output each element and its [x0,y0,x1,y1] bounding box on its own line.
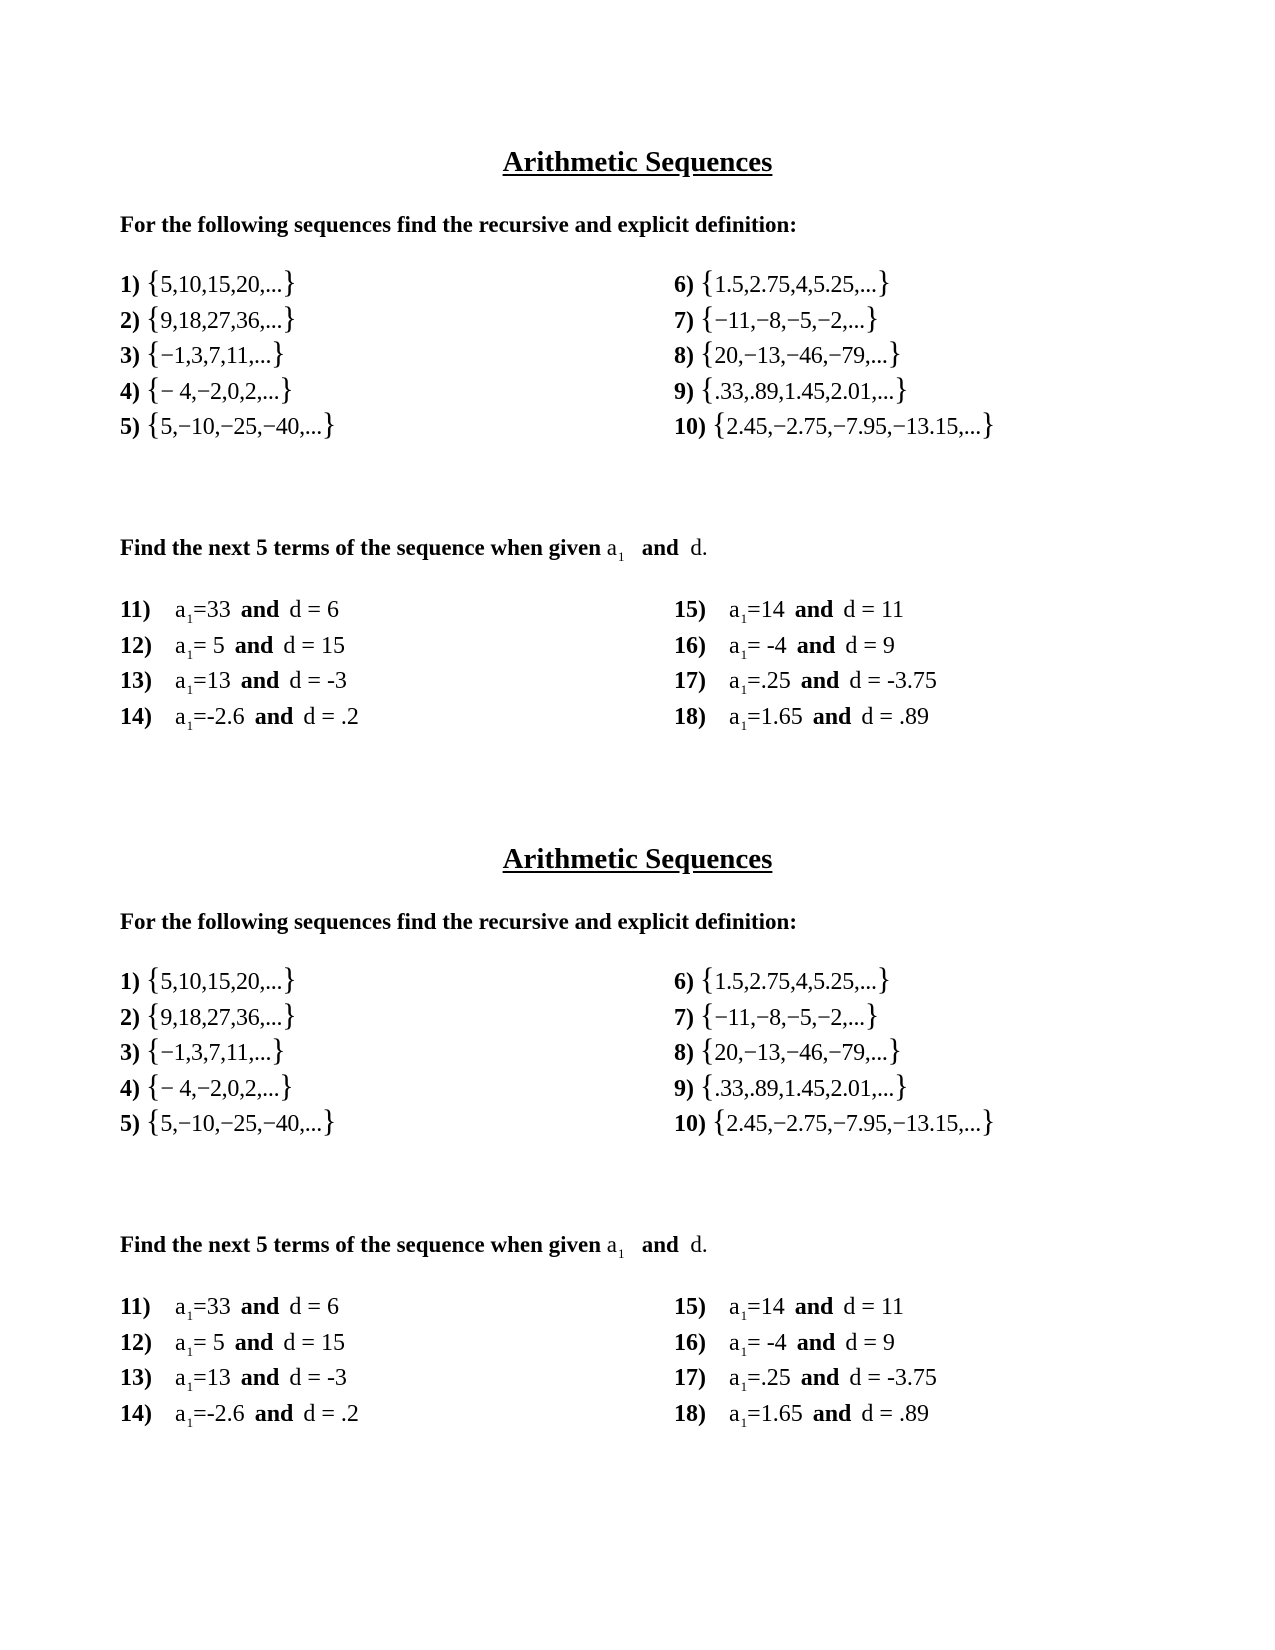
sequence-text: 20,−13,−46,−79,... [714,343,888,369]
problem-item: 15) $a_1=14$ and d = 11 [674,1294,905,1323]
problem-number: 2) [120,307,140,334]
problem-item: 12) $a_1= 5$ and d = 15 [120,1329,345,1359]
worksheet [0,697,1275,1430]
problem-number: 18) [674,1400,706,1427]
problem-item: 11) $a_1=33$ and d = 6 [120,1294,339,1323]
sequence-list-left [120,265,337,446]
sequence-text: 5,10,15,20,... [160,272,283,298]
sequence-text: 2.45,−2.75,−7.95,−13.15,... [726,1111,981,1137]
problem-item: 7) {−11,−8,−5,−2,...} [674,300,880,336]
problem-number: 8) [674,1040,694,1066]
problem-number: 1) [120,272,140,298]
problem-number: 17) [674,1365,706,1391]
worksheet [0,0,1275,733]
problem-number: 13) [120,1365,152,1391]
problem-item: 17) $a_1=.25$ and d = -3.75 [674,1365,937,1394]
instruction-next-terms: Find the next 5 terms of the sequence when given $a_1$ and d. [120,1232,708,1261]
problem-item: 15) $a_1=14$ and d = 11 [674,597,905,626]
instruction-definitions: For the following sequences find the recursive and explicit definition: [120,212,797,237]
terms-list-left [120,1292,359,1434]
sequence-text: 2.45,−2.75,−7.95,−13.15,... [726,414,981,440]
problem-item: 8) {20,−13,−46,−79,...} [674,336,903,371]
problem-item: 10) {2.45,−2.75,−7.95,−13.15,...} [674,407,996,442]
problem-item: 17) $a_1=.25$ and d = -3.75 [674,668,937,697]
problem-number: 2) [120,1004,140,1031]
instruction-next-terms: Find the next 5 terms of the sequence when given $a_1$ and d. [120,535,708,564]
sequence-text: − 4,−2,0,2,... [160,378,280,405]
sequence-text: 5,−10,−25,−40,... [160,414,322,440]
problem-number: 7) [674,307,694,334]
problem-number: 11) [120,597,151,623]
problem-item: 11) $a_1=33$ and d = 6 [120,597,339,626]
problem-item: 10) {2.45,−2.75,−7.95,−13.15,...} [674,1104,996,1139]
sequence-text: 5,−10,−25,−40,... [160,1111,322,1137]
sequence-text: 5,10,15,20,... [160,969,283,995]
problem-item: 16) $a_1= -4$ and d = 9 [674,1329,895,1359]
problem-item: 2) {9,18,27,36,...} [120,300,297,336]
problem-item: 18) $a_1=1.65$ and d = .89 [674,1400,929,1430]
sequence-list-right [674,265,996,446]
problem-number: 10) [674,1111,706,1137]
sequence-text: 9,18,27,36,... [160,307,283,334]
problem-item: 9) {.33,.89,1.45,2.01,...} [674,371,909,407]
problem-number: 5) [120,1111,140,1137]
problem-item: 9) {.33,.89,1.45,2.01,...} [674,1068,909,1104]
problem-item: 6) {1.5,2.75,4,5.25,...} [674,962,892,997]
problem-number: 14) [120,703,152,730]
problem-item: 5) {5,−10,−25,−40,...} [120,1104,337,1139]
problem-number: 15) [674,1294,706,1320]
problem-item: 1) {5,10,15,20,...} [120,962,297,997]
problem-item: 13) $a_1=13$ and d = -3 [120,668,347,697]
problem-item: 5) {5,−10,−25,−40,...} [120,407,337,442]
problem-number: 6) [674,969,694,995]
problem-number: 16) [674,632,706,659]
problem-item: 3) {−1,3,7,11,...} [120,1033,286,1068]
problem-number: 12) [120,632,152,659]
problem-number: 9) [674,1075,694,1102]
problem-number: 11) [120,1294,151,1320]
problem-number: 4) [120,378,140,405]
sequence-text: −1,3,7,11,... [160,343,272,369]
problem-number: 13) [120,668,152,694]
problem-item: 3) {−1,3,7,11,...} [120,336,286,371]
problem-item: 7) {−11,−8,−5,−2,...} [674,997,880,1033]
instruction-definitions: For the following sequences find the recursive and explicit definition: [120,909,797,934]
problem-number: 3) [120,1040,140,1066]
problem-number: 3) [120,343,140,369]
problem-number: 17) [674,668,706,694]
problem-item: 6) {1.5,2.75,4,5.25,...} [674,265,892,300]
problem-number: 18) [674,703,706,730]
problem-number: 9) [674,378,694,405]
problem-number: 14) [120,1400,152,1427]
sequence-text: −1,3,7,11,... [160,1040,272,1066]
problem-item: 4) {− 4,−2,0,2,...} [120,371,294,407]
problem-number: 1) [120,969,140,995]
sequence-text: −11,−8,−5,−2,... [714,307,865,334]
problem-number: 4) [120,1075,140,1102]
problem-number: 5) [120,414,140,440]
problem-number: 8) [674,343,694,369]
problem-item: 14) $a_1=-2.6$ and d = .2 [120,1400,359,1430]
problem-item: 18) $a_1=1.65$ and d = .89 [674,703,929,733]
problem-item: 16) $a_1= -4$ and d = 9 [674,632,895,662]
problem-number: 16) [674,1329,706,1356]
sequence-list-left [120,962,337,1143]
problem-number: 15) [674,597,706,623]
terms-list-right [674,1292,937,1434]
problem-item: 4) {− 4,−2,0,2,...} [120,1068,294,1104]
sequence-text: −11,−8,−5,−2,... [714,1004,865,1031]
sequence-text: .33,.89,1.45,2.01,... [714,1075,895,1102]
sequence-text: 1.5,2.75,4,5.25,... [714,969,877,995]
worksheet-title: Arithmetic Sequences [502,146,773,178]
problem-item: 14) $a_1=-2.6$ and d = .2 [120,703,359,733]
problem-number: 6) [674,272,694,298]
problem-number: 10) [674,414,706,440]
sequence-text: 1.5,2.75,4,5.25,... [714,272,877,298]
problem-number: 7) [674,1004,694,1031]
problem-item: 1) {5,10,15,20,...} [120,265,297,300]
problem-item: 8) {20,−13,−46,−79,...} [674,1033,903,1068]
problem-item: 12) $a_1= 5$ and d = 15 [120,632,345,662]
sequence-text: .33,.89,1.45,2.01,... [714,378,895,405]
sequence-text: 20,−13,−46,−79,... [714,1040,888,1066]
sequence-text: 9,18,27,36,... [160,1004,283,1031]
problem-number: 12) [120,1329,152,1356]
sequence-list-right [674,962,996,1143]
problem-item: 2) {9,18,27,36,...} [120,997,297,1033]
worksheet-title: Arithmetic Sequences [502,843,773,875]
sequence-text: − 4,−2,0,2,... [160,1075,280,1102]
problem-item: 13) $a_1=13$ and d = -3 [120,1365,347,1394]
